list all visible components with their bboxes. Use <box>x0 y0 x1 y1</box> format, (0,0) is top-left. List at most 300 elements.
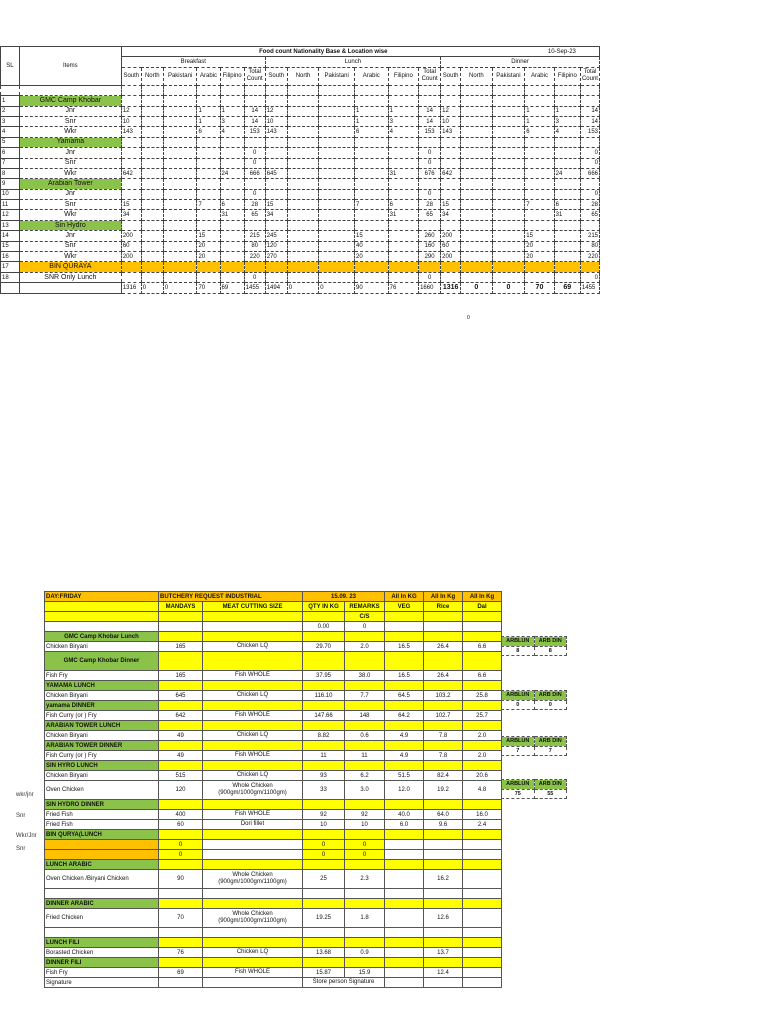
arb-lunch-value: 8 <box>502 646 535 656</box>
mandays-value: 49 <box>159 751 203 761</box>
row-value <box>388 137 418 147</box>
rice-value <box>424 830 463 840</box>
row-value <box>580 262 599 272</box>
row-value: 6 <box>554 200 580 210</box>
row-value: 28 <box>244 200 265 210</box>
row-value: 0 <box>419 189 441 199</box>
mandays-value <box>159 899 203 909</box>
row-value <box>141 96 163 106</box>
table-row <box>1 179 600 189</box>
row-value <box>141 272 163 282</box>
row-item: Sin Hydro <box>19 220 121 230</box>
meat-cutting-value: Chicken LQ <box>203 691 303 701</box>
rice-value <box>424 741 463 751</box>
remarks-value: 3.0 <box>345 781 385 800</box>
blank-cell <box>419 85 441 95</box>
row-sl: 5 <box>1 137 20 147</box>
arb-dinner-header: ARB DIN <box>534 737 567 747</box>
row-value <box>554 137 580 147</box>
butchery-row <box>45 870 502 889</box>
row-value <box>461 106 493 116</box>
total-value: 0 <box>492 283 525 293</box>
row-value <box>163 262 197 272</box>
row-value: 24 <box>220 168 244 178</box>
blank-cell <box>1 85 20 95</box>
remarks-value <box>345 860 385 870</box>
arb-dinner-value: 7 <box>534 746 567 756</box>
row-value <box>220 272 244 282</box>
qty-header: QTY IN KG <box>303 602 345 612</box>
butchery-item: Chicken Biryani <box>45 771 159 781</box>
row-value <box>419 262 441 272</box>
remarks-value: 2.0 <box>345 642 385 652</box>
row-value <box>287 137 319 147</box>
row-value <box>319 179 355 189</box>
row-value <box>441 262 461 272</box>
mandays-value <box>159 721 203 731</box>
blank-cell <box>580 85 599 95</box>
rice-value: 9.6 <box>424 820 463 830</box>
row-value <box>319 252 355 262</box>
rice-value <box>424 800 463 810</box>
col-sl-header: SL <box>1 47 20 86</box>
row-value: 153 <box>244 127 265 137</box>
qty-value <box>303 632 345 642</box>
remarks-header: REMARKS <box>345 602 385 612</box>
dal-value <box>463 968 502 978</box>
qty-value: 19.25 <box>303 909 345 928</box>
rice-kg-header: All In Kg <box>424 592 463 602</box>
mandays-value: 120 <box>159 781 203 800</box>
row-value <box>220 137 244 147</box>
row-value: 31 <box>220 210 244 220</box>
rice-value <box>424 721 463 731</box>
meat-cutting-value <box>203 938 303 948</box>
butchery-row <box>45 820 502 830</box>
row-value <box>220 96 244 106</box>
butchery-row <box>45 741 502 751</box>
butchery-row <box>45 800 502 810</box>
row-value: 7 <box>355 200 389 210</box>
subcol-header: South <box>121 67 141 85</box>
veg-value <box>385 701 424 711</box>
arb-dinner-value: 8 <box>534 646 567 656</box>
dal-value <box>463 761 502 771</box>
row-item: BIN QURAYA <box>19 262 121 272</box>
qty-value <box>303 830 345 840</box>
row-value <box>163 137 197 147</box>
row-value <box>388 272 418 282</box>
row-value <box>287 158 319 168</box>
top-remarks: 0 <box>345 622 385 632</box>
meat-cutting-header: MEAT CUTTING SIZE <box>203 602 303 612</box>
rice-value <box>424 681 463 691</box>
row-value <box>554 241 580 251</box>
row-value <box>197 272 220 282</box>
row-value <box>141 137 163 147</box>
qty-value: 33 <box>303 781 345 800</box>
row-value <box>319 106 355 116</box>
row-value <box>388 262 418 272</box>
total-value: 76 <box>388 283 418 293</box>
row-value: 65 <box>419 210 441 220</box>
row-value <box>319 220 355 230</box>
total-value: 70 <box>525 283 554 293</box>
remarks-value <box>345 928 385 938</box>
butchery-row <box>45 978 502 988</box>
blank-cell <box>554 85 580 95</box>
row-value <box>525 189 554 199</box>
row-value: 14 <box>419 116 441 126</box>
row-value <box>461 148 493 158</box>
row-value: 15 <box>441 200 461 210</box>
row-value: 220 <box>580 252 599 262</box>
row-value <box>287 200 319 210</box>
row-value: 12 <box>441 106 461 116</box>
blank-cell <box>220 85 244 95</box>
row-value <box>287 116 319 126</box>
row-value <box>220 262 244 272</box>
butchery-item: DINNER ARABIC <box>45 899 159 909</box>
rice-value: 12.6 <box>424 909 463 928</box>
meat-cutting-value: Fish WHOLE <box>203 711 303 721</box>
row-value <box>287 210 319 220</box>
row-value <box>265 148 287 158</box>
dal-value <box>463 741 502 751</box>
row-sl: 11 <box>1 200 20 210</box>
row-value: 31 <box>388 210 418 220</box>
row-value <box>141 262 163 272</box>
total-value: 1455 <box>244 283 265 293</box>
row-item: Yamama <box>19 137 121 147</box>
meat-cutting-value: Fish WHOLE <box>203 671 303 681</box>
row-value <box>163 96 197 106</box>
remarks-value: 0.9 <box>345 948 385 958</box>
row-value: 0 <box>419 272 441 282</box>
veg-value: 4.9 <box>385 751 424 761</box>
butchery-item <box>45 928 159 938</box>
row-value: 65 <box>580 210 599 220</box>
butchery-item: Fish Curry (or ) Fry <box>45 711 159 721</box>
blank-cell <box>159 622 203 632</box>
butchery-row <box>45 830 502 840</box>
row-value: 3 <box>220 116 244 126</box>
row-value <box>141 127 163 137</box>
row-value <box>388 241 418 251</box>
side-label: Wkr/Jnr <box>16 833 37 839</box>
row-item: Jnr <box>19 106 121 116</box>
remarks-value: 0 <box>345 840 385 850</box>
butchery-row <box>45 840 502 850</box>
rice-value: 13.7 <box>424 948 463 958</box>
rice-value <box>424 978 463 988</box>
row-sl: 15 <box>1 241 20 251</box>
row-sl: 3 <box>1 116 20 126</box>
rice-value: 7.8 <box>424 731 463 741</box>
dal-value: 25.8 <box>463 691 502 701</box>
total-value: 1316 <box>441 283 461 293</box>
row-item: Wkr <box>19 252 121 262</box>
row-value: 12 <box>265 106 287 116</box>
remarks-value: 11 <box>345 751 385 761</box>
qty-value: Store person Signature <box>303 978 385 988</box>
veg-value <box>385 632 424 642</box>
qty-value <box>303 701 345 711</box>
row-value: 12 <box>121 106 141 116</box>
row-value: 20 <box>355 252 389 262</box>
row-sl: 7 <box>1 158 20 168</box>
row-value <box>355 220 389 230</box>
arb-dinner-header: ARB DIN <box>534 780 567 790</box>
mandays-value: 60 <box>159 820 203 830</box>
row-value <box>441 272 461 282</box>
row-value <box>355 272 389 282</box>
butchery-item: Fish Curry (or ) Fry <box>45 751 159 761</box>
veg-value: 12.0 <box>385 781 424 800</box>
remarks-value <box>345 761 385 771</box>
dal-value <box>463 909 502 928</box>
dal-value <box>463 701 502 711</box>
row-value <box>388 220 418 230</box>
row-value: 15 <box>265 200 287 210</box>
row-value <box>461 210 493 220</box>
col-items-header: Items <box>19 47 121 86</box>
row-value <box>355 210 389 220</box>
row-value <box>492 127 525 137</box>
mandays-value: 69 <box>159 968 203 978</box>
dal-value <box>463 721 502 731</box>
rice-value <box>424 938 463 948</box>
qty-value: 29.70 <box>303 642 345 652</box>
row-value: 20 <box>197 252 220 262</box>
total-value: 0 <box>461 283 493 293</box>
qty-value: 0 <box>303 850 345 860</box>
rice-value <box>424 899 463 909</box>
arb-block <box>501 690 567 710</box>
butchery-row <box>45 860 502 870</box>
row-value: 290 <box>419 252 441 262</box>
row-value <box>525 96 554 106</box>
veg-value <box>385 681 424 691</box>
butchery-item: Fish Fry <box>45 671 159 681</box>
butchery-row <box>45 731 502 741</box>
mandays-value: 70 <box>159 909 203 928</box>
row-value: 28 <box>580 200 599 210</box>
rice-value <box>424 928 463 938</box>
row-value <box>441 96 461 106</box>
qty-value <box>303 652 345 671</box>
subcol-header: Pakistani <box>319 67 355 85</box>
row-item: GMC Camp Khobar <box>19 96 121 106</box>
mandays-value <box>159 800 203 810</box>
row-value <box>319 241 355 251</box>
row-value <box>287 179 319 189</box>
butchery-item: SIN HYRO LUNCH <box>45 761 159 771</box>
row-value <box>580 137 599 147</box>
row-value <box>492 137 525 147</box>
meat-cutting-value: Whole Chicken (900gm/1000gm/1100gm) <box>203 870 303 889</box>
row-value: 10 <box>121 116 141 126</box>
row-value: 34 <box>441 210 461 220</box>
blank-cell <box>45 612 159 622</box>
row-item: Jnr <box>19 189 121 199</box>
meat-cutting-value <box>203 899 303 909</box>
row-value: 0 <box>244 272 265 282</box>
row-value <box>163 116 197 126</box>
mandays-value: 642 <box>159 711 203 721</box>
row-value <box>492 106 525 116</box>
butchery-row <box>45 691 502 701</box>
row-value <box>461 158 493 168</box>
row-value <box>492 210 525 220</box>
blank-cell <box>461 85 493 95</box>
rice-value: 26.4 <box>424 671 463 681</box>
rice-value: 103.2 <box>424 691 463 701</box>
row-value <box>163 148 197 158</box>
row-value: 20 <box>525 241 554 251</box>
side-label: wkr/jnr <box>16 792 34 798</box>
row-value <box>461 200 493 210</box>
veg-value <box>385 909 424 928</box>
mandays-value <box>159 928 203 938</box>
row-value <box>121 272 141 282</box>
row-value: 20 <box>525 252 554 262</box>
blank-cell <box>121 85 141 95</box>
dal-value <box>463 840 502 850</box>
butchery-item: Fried Fish <box>45 810 159 820</box>
arb-block <box>501 636 567 656</box>
veg-value <box>385 938 424 948</box>
blank-cell <box>525 85 554 95</box>
arb-lunch-value: 7 <box>502 746 535 756</box>
row-value <box>121 96 141 106</box>
veg-value <box>385 948 424 958</box>
row-value <box>492 241 525 251</box>
row-value <box>319 231 355 241</box>
mandays-value <box>159 860 203 870</box>
veg-value <box>385 968 424 978</box>
row-value: 1 <box>220 106 244 116</box>
subcol-header: Filipino <box>388 67 418 85</box>
arb-lunch-value: 0 <box>502 700 535 710</box>
row-value <box>461 220 493 230</box>
row-value <box>197 158 220 168</box>
row-value <box>441 158 461 168</box>
row-value <box>461 137 493 147</box>
dal-value <box>463 938 502 948</box>
veg-value <box>385 840 424 850</box>
dal-header: Dal <box>463 602 502 612</box>
row-value: 15 <box>525 231 554 241</box>
mandays-value <box>159 741 203 751</box>
dal-kg-header: All In Kg <box>463 592 502 602</box>
table-row <box>1 210 600 220</box>
row-sl: 17 <box>1 262 20 272</box>
row-value <box>141 168 163 178</box>
row-value <box>319 96 355 106</box>
dal-value: 2.0 <box>463 751 502 761</box>
row-value: 65 <box>244 210 265 220</box>
veg-value: 64.5 <box>385 691 424 701</box>
row-value: 642 <box>441 168 461 178</box>
row-value: 1 <box>554 106 580 116</box>
row-value <box>163 179 197 189</box>
row-value <box>121 137 141 147</box>
row-value <box>525 148 554 158</box>
row-value: 60 <box>441 241 461 251</box>
row-value <box>163 210 197 220</box>
total-value: 1660 <box>419 283 441 293</box>
row-item: Wkr <box>19 168 121 178</box>
meat-cutting-value: Whole Chicken (900gm/1000gm/1100gm) <box>203 909 303 928</box>
row-value <box>554 96 580 106</box>
meat-cutting-value <box>203 860 303 870</box>
blank-cell <box>141 85 163 95</box>
qty-value: 147.66 <box>303 711 345 721</box>
row-value: 6 <box>525 127 554 137</box>
meat-cutting-value <box>203 741 303 751</box>
qty-value: 116.10 <box>303 691 345 701</box>
row-value <box>141 231 163 241</box>
qty-value <box>303 741 345 751</box>
butchery-row <box>45 810 502 820</box>
row-value: 4 <box>220 127 244 137</box>
subcol-header: North <box>287 67 319 85</box>
butchery-item: Chicken Biryani <box>45 642 159 652</box>
arb-block <box>501 736 567 756</box>
row-value <box>265 179 287 189</box>
row-value <box>492 148 525 158</box>
meat-cutting-value: Chicken LQ <box>203 731 303 741</box>
row-value: 1 <box>355 116 389 126</box>
arb-lunch-value: 75 <box>502 789 535 799</box>
row-value <box>554 220 580 230</box>
row-value <box>319 210 355 220</box>
row-value <box>141 189 163 199</box>
row-value <box>244 137 265 147</box>
row-value <box>441 189 461 199</box>
remarks-value: 92 <box>345 810 385 820</box>
row-value <box>197 189 220 199</box>
row-value: 676 <box>419 168 441 178</box>
veg-value: 16.5 <box>385 642 424 652</box>
row-value: 215 <box>580 231 599 241</box>
row-value <box>525 179 554 189</box>
row-value <box>197 220 220 230</box>
row-value <box>525 262 554 272</box>
row-value: 0 <box>580 272 599 282</box>
blank-cell <box>355 85 389 95</box>
row-value <box>554 252 580 262</box>
cs-label: C/S <box>345 612 385 622</box>
row-value: 0 <box>419 158 441 168</box>
remarks-value: 6.2 <box>345 771 385 781</box>
subcol-header: Arabic <box>525 67 554 85</box>
remarks-value <box>345 721 385 731</box>
qty-value <box>303 938 345 948</box>
row-value <box>525 168 554 178</box>
row-value: 160 <box>419 241 441 251</box>
mandays-value: 76 <box>159 948 203 958</box>
veg-value: 51.5 <box>385 771 424 781</box>
butchery-row <box>45 771 502 781</box>
qty-value <box>303 800 345 810</box>
row-value <box>525 220 554 230</box>
row-value <box>163 220 197 230</box>
meat-cutting-value <box>203 721 303 731</box>
row-value: 215 <box>244 231 265 241</box>
butchery-item: GMC Camp Khobar Lunch <box>45 632 159 642</box>
